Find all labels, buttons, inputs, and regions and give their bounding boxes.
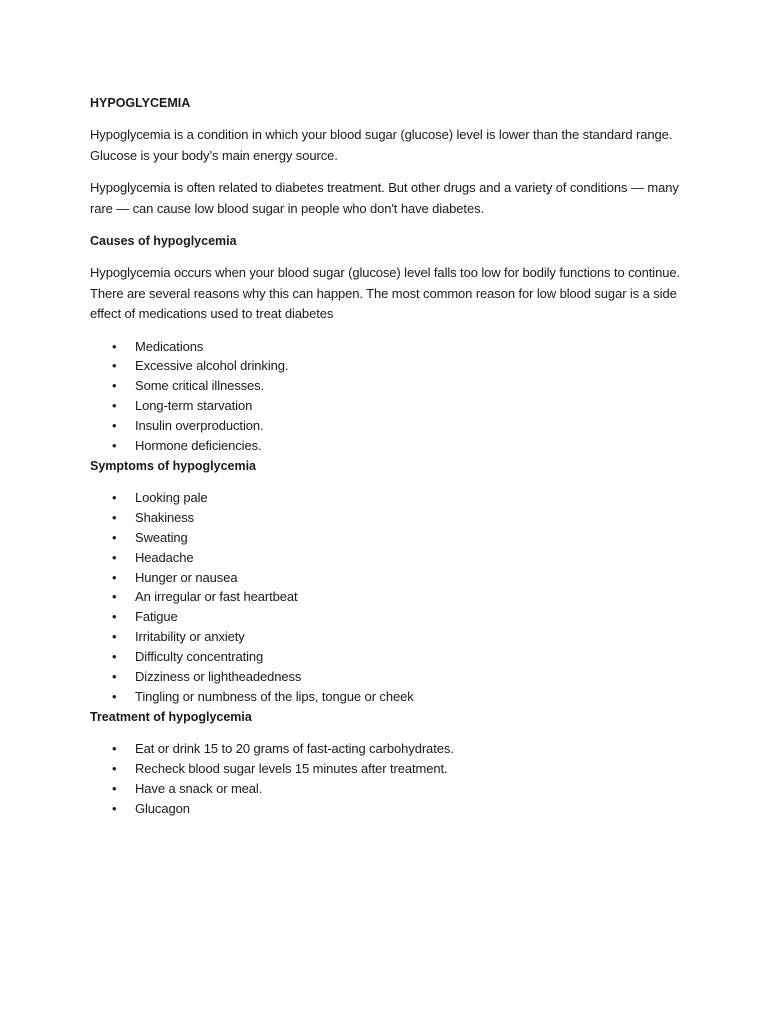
causes-list [90, 337, 690, 456]
bullet-icon: • [112, 529, 117, 545]
bullet-icon: • [112, 589, 117, 605]
list-item-text: Medications [135, 338, 204, 354]
bullet-icon: • [112, 760, 117, 776]
bullet-icon: • [112, 438, 117, 454]
list-item [90, 337, 690, 357]
bullet-icon: • [112, 629, 117, 645]
causes-heading: Causes of hypoglycemia [90, 234, 237, 248]
list-item-text: Fatigue [135, 609, 178, 625]
list-item [90, 416, 690, 436]
list-item-text: Tingling or numbness of the lips, tongue or cheek [135, 689, 414, 704]
list-item [90, 436, 690, 456]
symptoms-heading: Symptoms of hypoglycemia [90, 458, 257, 473]
list-item-text: Glucagon [135, 800, 190, 816]
bullet-icon: • [112, 800, 117, 816]
bullet-icon: • [112, 378, 117, 394]
bullet-icon: • [112, 418, 117, 434]
list-item [90, 687, 690, 707]
list-item-text: Long-term starvation [135, 398, 253, 414]
symptoms-list [90, 488, 690, 707]
intro-paragraph-2: Hypoglycemia is often related to diabetes treatment. But other drugs and a variety of conditions — many rare — can cause low blood sugar in people who don't have diabetes. [90, 180, 679, 216]
list-item-text: Irritability or anxiety [135, 629, 245, 645]
list-item [90, 799, 690, 819]
list-item-text: Eat or drink 15 to 20 grams of fast-acting carbohydrates. [135, 740, 454, 756]
list-item [90, 627, 690, 647]
treatment-list [90, 739, 690, 819]
bullet-icon: • [112, 358, 117, 374]
bullet-icon: • [112, 609, 117, 625]
list-item-text: Looking pale [135, 489, 208, 505]
list-item-text: Shakiness [135, 509, 195, 525]
bullet-icon: • [112, 740, 117, 756]
list-item [90, 568, 690, 588]
list-item-text: Sweating [135, 529, 188, 545]
list-item-text: Insulin overproduction. [135, 418, 264, 434]
bullet-icon: • [112, 398, 117, 414]
bullet-icon: • [112, 689, 117, 704]
list-item [90, 356, 690, 376]
list-item [90, 488, 690, 508]
treatment-heading: Treatment of hypoglycemia [90, 709, 252, 724]
list-item [90, 528, 690, 548]
document-content [90, 93, 690, 819]
causes-paragraph: Hypoglycemia occurs when your blood sugar (glucose) level falls too low for bodily functions to continue. There are several reasons why this can happen. The most common reason for low blood sugar is a side effect of medications used to treat diabetes [90, 265, 680, 321]
document-title: HYPOGLYCEMIA [90, 96, 191, 110]
bullet-icon: • [112, 338, 117, 354]
bullet-icon: • [112, 780, 117, 796]
bullet-icon: • [112, 569, 117, 585]
intro-paragraph-1: Hypoglycemia is a condition in which your blood sugar (glucose) level is lower than the standard range. Glucose is your body’s main energy source. [90, 127, 673, 163]
list-item-text: Some critical illnesses. [135, 378, 265, 394]
list-item-text: Have a snack or meal. [135, 780, 263, 796]
list-item-text: Headache [135, 549, 194, 565]
list-item [90, 739, 690, 759]
list-item-text: Hunger or nausea [135, 569, 238, 585]
list-item-text: Excessive alcohol drinking. [135, 358, 289, 374]
list-item [90, 779, 690, 799]
list-item-text: Difficulty concentrating [135, 649, 264, 665]
bullet-icon: • [112, 489, 117, 505]
list-item-text: Dizziness or lightheadedness [135, 669, 302, 685]
bullet-icon: • [112, 549, 117, 565]
list-item [90, 667, 690, 687]
bullet-icon: • [112, 669, 117, 685]
list-item-text: Hormone deficiencies. [135, 438, 262, 454]
list-item [90, 587, 690, 607]
list-item-text: An irregular or fast heartbeat [135, 589, 298, 605]
list-item [90, 508, 690, 528]
list-item-text: Recheck blood sugar levels 15 minutes after treatment. [135, 760, 448, 776]
list-item [90, 396, 690, 416]
list-item [90, 647, 690, 667]
list-item [90, 548, 690, 568]
bullet-icon: • [112, 649, 117, 665]
bullet-icon: • [112, 509, 117, 525]
list-item [90, 759, 690, 779]
list-item [90, 607, 690, 627]
list-item [90, 376, 690, 396]
